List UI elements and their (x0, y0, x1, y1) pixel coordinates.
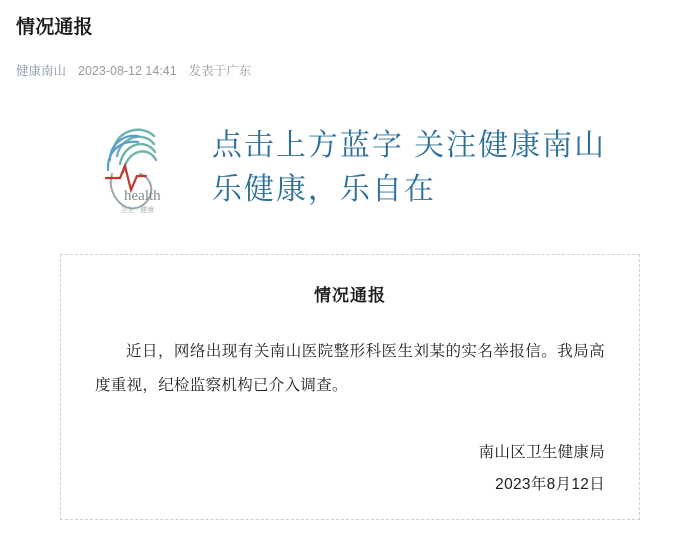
notice-card (60, 254, 640, 520)
promo-banner (16, 106, 684, 230)
page-title: 情况通报 (16, 17, 93, 38)
signature-organization: 南山区卫生健康局 (478, 444, 605, 461)
article-meta (16, 42, 684, 80)
banner-line-2: 乐健康，乐自在 (211, 173, 436, 206)
publish-location: 发表于广东 (188, 64, 252, 78)
notice-title: 情况通报 (314, 286, 386, 305)
logo-wordmark: health (123, 188, 161, 204)
account-name[interactable]: 健康南山 (16, 64, 67, 78)
signature-date: 2023年8月12日 (495, 476, 605, 493)
banner-text-block (212, 129, 606, 207)
banner-line-1: 点击上方蓝字 关注健康南山 (211, 129, 607, 162)
notice-signature (95, 437, 605, 501)
health-nanshan-logo-icon (94, 114, 190, 222)
logo-subtext: 卫生 · 健康 (119, 207, 155, 214)
notice-body-text: 近日，网络出现有关南山医院整形科医生刘某的实名举报信。我局高度重视，纪检监察机构已介入调查。 (95, 343, 605, 394)
publish-date: 2023-08-12 14:41 (78, 64, 177, 78)
